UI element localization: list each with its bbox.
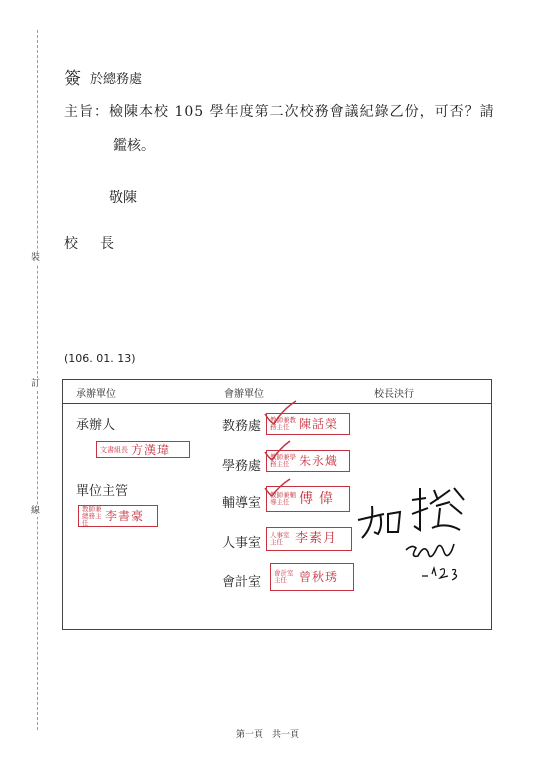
supervisor-label: 單位主管 <box>76 484 129 499</box>
stamp-role: 教師兼學務主任 <box>270 453 296 468</box>
principal-char-1: 校 <box>64 236 78 252</box>
dept-label-academic: 教務處 <box>222 419 262 434</box>
stamp-name: 朱永熾 <box>299 454 339 468</box>
binding-char-ding: 訂 <box>31 379 41 389</box>
binding-char-xian: 線 <box>31 506 41 516</box>
dept-label-personnel: 人事室 <box>222 536 262 551</box>
supervisor-stamp-role: 教師兼總務主任 <box>82 504 102 527</box>
checkmark-student-affairs <box>262 438 292 464</box>
stamp-name: 曾秋琇 <box>299 570 339 584</box>
document-date: (106. 01. 13) <box>64 352 136 365</box>
header-cosign-unit: 會辦單位 <box>224 389 264 400</box>
principal-signature <box>350 478 480 588</box>
handler-label: 承辦人 <box>76 418 116 433</box>
header-handling-unit: 承辦單位 <box>76 389 116 400</box>
sign-location: 於總務處 <box>90 72 143 87</box>
principal-title <box>64 233 114 253</box>
stamp-role: 教師兼輔導主任 <box>270 491 296 506</box>
stamp-name: 李素月 <box>295 531 338 546</box>
stamp-name: 陳話榮 <box>299 417 339 431</box>
handler-stamp-name: 方漢瑋 <box>131 442 171 457</box>
stamp-role: 人事室主任 <box>270 531 290 546</box>
principal-char-2: 長 <box>100 236 114 252</box>
handler-stamp-role: 文書組長 <box>100 445 128 454</box>
handler-stamp <box>96 441 190 458</box>
subject-continuation: 鑑核。 <box>113 138 155 154</box>
respectfully-submitted: 敬陳 <box>109 190 137 206</box>
header-principal-decision: 校長決行 <box>374 389 414 400</box>
stamp-role: 會計室主任 <box>274 569 294 584</box>
binding-char-zhuang: 裝 <box>31 253 41 263</box>
checkmark-counseling <box>262 476 292 500</box>
dept-stamp-accounting <box>270 563 354 591</box>
sign-character: 簽 <box>64 69 81 89</box>
checkmark-academic <box>262 398 298 428</box>
dept-label-counseling: 輔導室 <box>222 496 262 511</box>
supervisor-stamp <box>78 505 158 527</box>
subject-line: 主旨：檢陳本校 105 學年度第二次校務會議紀錄乙份，可否？請 <box>64 104 495 120</box>
page-footer: 第一頁 共一頁 <box>236 730 300 740</box>
dept-label-accounting: 會計室 <box>222 575 262 590</box>
stamp-name: 傅偉 <box>299 491 339 507</box>
supervisor-stamp-name: 李書豪 <box>105 509 145 523</box>
dept-stamp-personnel <box>266 527 352 551</box>
stamp-role: 教師兼教務主任 <box>270 416 296 431</box>
dept-label-student-affairs: 學務處 <box>222 459 262 474</box>
